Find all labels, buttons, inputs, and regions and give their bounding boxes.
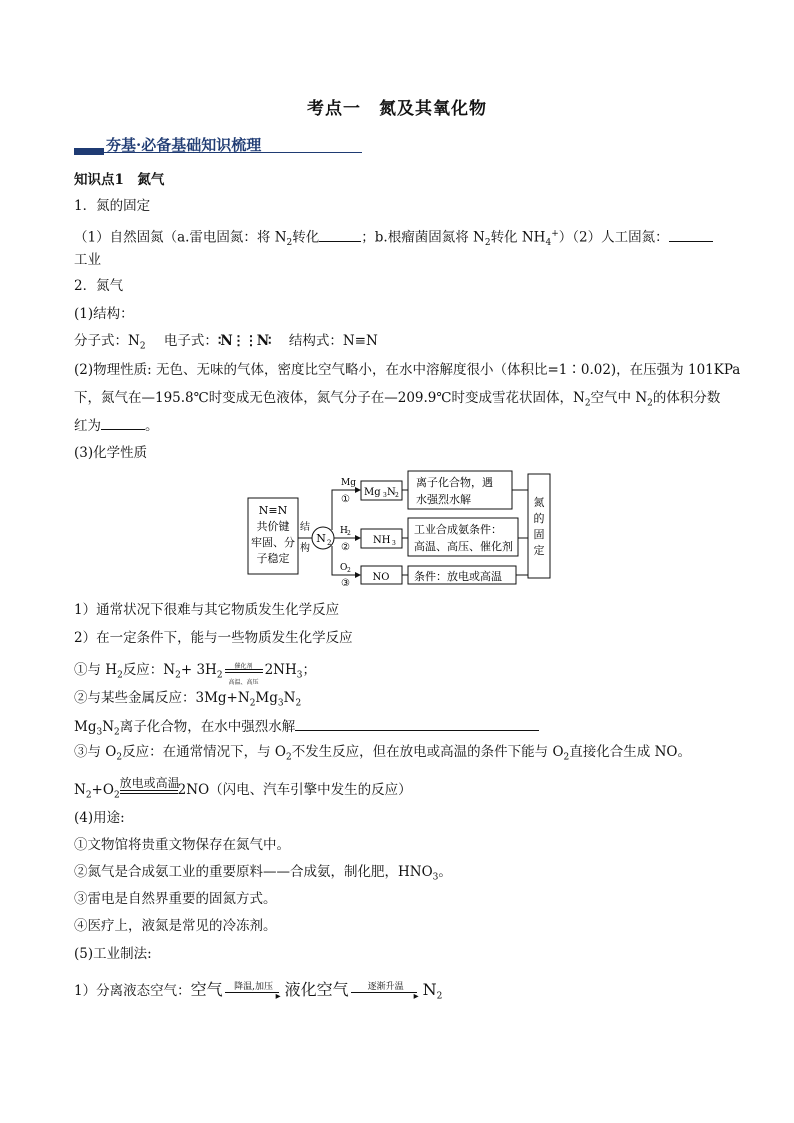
- fixation-text: 氮: [533, 496, 545, 509]
- text: ①与 H: [74, 662, 118, 678]
- use-4: ④医疗上，液氮是常见的冷冻剂。: [74, 918, 277, 934]
- nh3-text: NH: [373, 535, 391, 546]
- text: N: [74, 782, 86, 798]
- box-text: 子稳定: [256, 552, 290, 565]
- process-arrow: [223, 981, 285, 1002]
- text: 下，氮气在—195.8℃时变成无色液体，氮气分子在—209.9℃时变成雪花状固体，N: [74, 390, 585, 406]
- subscript: 2: [347, 567, 351, 574]
- banner-text: 夯基·必备基础知识梳理: [106, 136, 262, 154]
- fixation-text: 的: [533, 512, 545, 525]
- n2-label: N: [316, 532, 326, 545]
- box-text: N≡N: [258, 504, 288, 517]
- subscript: 2: [327, 539, 332, 547]
- condition-bar: [119, 775, 180, 799]
- text: Mg: [74, 719, 97, 735]
- subscript: 3: [432, 872, 439, 883]
- text: 2NH: [264, 662, 297, 678]
- text: 1）分离液态空气：: [74, 983, 191, 999]
- fixation-line-2: 工业: [74, 252, 101, 268]
- section-1-heading: 1．氮的固定: [74, 198, 151, 214]
- subscript: 2: [114, 727, 120, 738]
- fixation-text: 固: [533, 528, 545, 541]
- arrow-text: 降温,加压: [234, 981, 274, 992]
- physical-line-1: (2)物理性质: 无色、无味的气体，密度比空气略小，在水中溶解度很小（体积比=1∶0.02)，在压强为 101KPa: [74, 362, 741, 378]
- superscript: +: [551, 229, 559, 239]
- subscript: 2: [139, 341, 146, 352]
- reaction-number: ③: [341, 578, 350, 586]
- text: ；: [302, 662, 316, 678]
- text: ②与某些金属反应：3Mg+N: [74, 690, 250, 706]
- subscript: 2: [85, 790, 92, 801]
- subscript: 3: [296, 670, 303, 681]
- liquid-air-text: 液化空气: [284, 980, 349, 999]
- process-arrow: [349, 981, 423, 1002]
- bar-line: [120, 790, 178, 791]
- metal-reaction-line: [74, 688, 301, 714]
- h2-reaction-line: [74, 660, 316, 686]
- arrow-head-icon: ▸: [413, 990, 419, 1002]
- subscript: 2: [436, 991, 443, 1002]
- subscript: 2: [295, 698, 302, 709]
- subscript: 3: [96, 727, 103, 738]
- text: ③与 O: [74, 744, 117, 760]
- arrow-head-icon: ▸: [275, 990, 281, 1002]
- subscript: 3: [392, 540, 396, 547]
- text: 红为: [74, 418, 101, 434]
- arrow-text: 逐渐升温: [367, 981, 404, 992]
- reagent-o2: O: [340, 563, 348, 573]
- subscript: 2: [285, 752, 292, 763]
- text: ②氮气是合成氨工业的重要原料——合成氨，制化肥，HNO: [74, 864, 433, 880]
- physical-line-3: [74, 415, 159, 436]
- fixation-box: [528, 474, 550, 578]
- subscript: 2: [175, 670, 181, 681]
- desc-text: 水强烈水解: [416, 493, 471, 506]
- reagent-h2: H: [340, 526, 348, 536]
- fixation-text: 定: [533, 544, 545, 557]
- subscript: 2: [116, 752, 123, 763]
- box-text: 牢固、分: [251, 536, 295, 549]
- text: （1）自然固氮（a.雷电固氮：将 N: [74, 229, 287, 246]
- subscript: 3: [383, 492, 387, 499]
- arrow-bottom-text: 高温、高压: [228, 678, 259, 686]
- bar-line: [120, 793, 178, 794]
- text: N: [102, 719, 115, 735]
- text: 空气中 N: [590, 390, 648, 406]
- arrow-top-text: 催化剂: [234, 662, 253, 670]
- hydrolysis-line: [74, 716, 539, 743]
- nitrogen-properties-diagram: [246, 466, 556, 586]
- subscript: 2: [347, 530, 351, 537]
- section-2-heading: 2．氮气: [74, 278, 124, 294]
- desc-text: 离子化合物，遇: [416, 476, 493, 489]
- text: 2NO（闪电、汽车引擎中发生的反应）: [177, 782, 412, 798]
- physical-line-2: [74, 388, 720, 414]
- section-banner: [74, 133, 364, 159]
- text: 离子化合物，在水中强烈水解: [119, 719, 296, 735]
- subscript: 2: [584, 398, 591, 409]
- arrow-line: [225, 992, 279, 993]
- desc-text: 工业合成氨条件：: [414, 523, 502, 536]
- use-2: [74, 862, 452, 888]
- text: + 3H: [180, 662, 217, 678]
- subscript: 2: [647, 398, 653, 409]
- uses-heading: (4)用途:: [74, 810, 125, 826]
- fill-blank[interactable]: [295, 716, 539, 731]
- subscript: 2: [216, 670, 223, 681]
- text: 的体积分数: [652, 390, 721, 406]
- subscript: 2: [249, 698, 256, 709]
- subscript: 2: [113, 790, 120, 801]
- text: ；b.根瘤菌固氮将 N: [361, 229, 485, 246]
- text: 电子式：: [163, 333, 218, 349]
- subscript: 2: [117, 670, 123, 681]
- knowledge-point-heading: 知识点1 氮气: [74, 172, 165, 188]
- structure-line: [74, 331, 378, 357]
- n2-text: N: [422, 980, 437, 999]
- air-text: 空气: [190, 980, 223, 999]
- text: ）（2）人工固氮：: [558, 229, 669, 246]
- text: 转化 NH: [490, 229, 546, 246]
- subscript: 2: [286, 238, 293, 249]
- mg3n2-n: N: [387, 487, 396, 498]
- page-title: 考点一 氮及其氧化物: [307, 99, 487, 119]
- text: Mg: [255, 690, 278, 706]
- arrow-line: [225, 669, 263, 670]
- o2-reaction-line: [74, 742, 691, 768]
- subscript: 4: [545, 238, 552, 249]
- fill-blank[interactable]: [319, 227, 361, 242]
- industrial-heading: (5)工业制法:: [74, 946, 152, 962]
- chemical-heading: (3)化学性质: [74, 445, 148, 461]
- box-text: 共价键: [256, 520, 290, 533]
- structure-label: 结: [300, 522, 310, 533]
- arrow-line: [351, 992, 417, 993]
- electron-formula: ∶N⋮⋮N∶: [217, 333, 271, 349]
- use-1: ①文物馆将贵重文物保存在氮气中。: [74, 837, 290, 853]
- condition-text: 放电或高温: [119, 775, 180, 790]
- reagent-mg: Mg: [341, 478, 356, 488]
- text: 结构式：N≡N: [288, 333, 378, 349]
- use-3: ③雷电是自然界重要的固氮方式。: [74, 891, 277, 907]
- text: 反应：N: [122, 662, 176, 678]
- fill-blank[interactable]: [101, 415, 145, 430]
- no-equation-line: [74, 775, 412, 806]
- period: 。: [145, 418, 159, 434]
- structure-heading: (1)结构：: [74, 306, 134, 322]
- subscript: 3: [277, 698, 284, 709]
- fill-blank[interactable]: [669, 227, 713, 242]
- text: 分子式：N: [74, 333, 140, 349]
- structure-label: 构: [300, 543, 310, 554]
- fixation-line: [74, 224, 713, 253]
- mg3n2-text: Mg: [364, 487, 381, 498]
- reaction-number: ①: [341, 494, 350, 505]
- text: 反应：在通常情况下，与 O: [122, 744, 286, 760]
- text: 不发生反应，但在放电或高温的条件下能与 O: [291, 744, 564, 760]
- chem-point-2: 2）在一定条件下，能与一些物质发生化学反应: [74, 630, 353, 646]
- text: 转化: [292, 229, 320, 246]
- reversible-arrow: [223, 662, 265, 686]
- text: N: [283, 690, 296, 706]
- no-text: NO: [372, 572, 390, 583]
- text: 。: [438, 864, 452, 880]
- subscript: 2: [563, 752, 570, 763]
- desc-text: 条件：放电或高温: [414, 570, 502, 583]
- text: 直接化合生成 NO。: [569, 744, 691, 760]
- subscript: 2: [395, 492, 399, 499]
- industrial-method-line: [74, 980, 442, 1007]
- subscript: 2: [484, 238, 491, 249]
- text: +O: [91, 782, 114, 798]
- desc-text: 高温、高压、催化剂: [414, 540, 513, 553]
- chem-point-1: 1）通常状况下很难与其它物质发生化学反应: [74, 602, 340, 618]
- reaction-number: ②: [341, 542, 350, 553]
